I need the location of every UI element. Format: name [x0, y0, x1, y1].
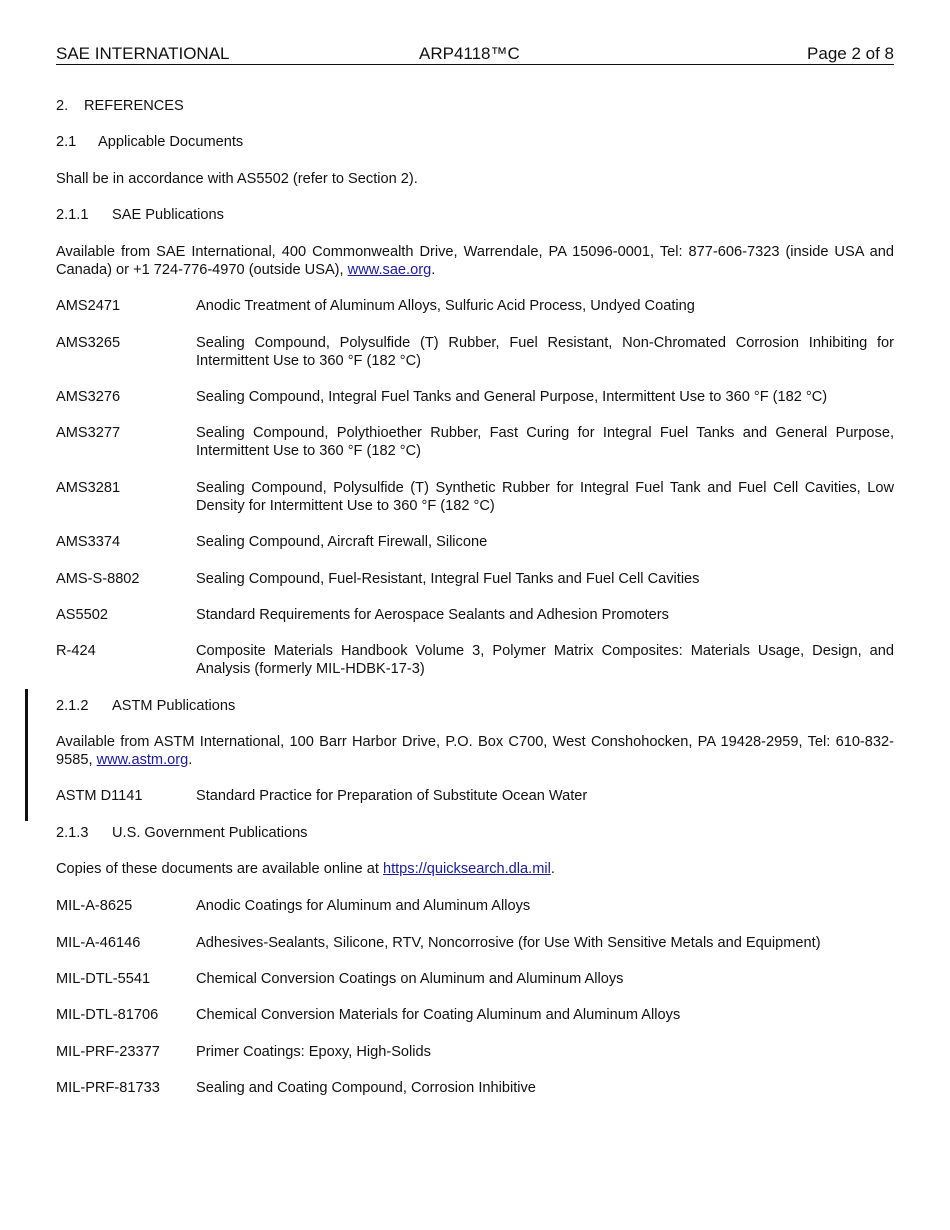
reference-entry	[56, 298, 894, 316]
reference-code: AMS3265	[56, 335, 121, 351]
section-number: 2.1.2	[56, 698, 89, 714]
reference-code: ASTM D1141	[56, 788, 143, 804]
section-number: 2.1	[56, 134, 77, 150]
reference-code: MIL-A-46146	[56, 935, 141, 951]
section-number: 2.1.3	[56, 825, 89, 841]
reference-code: AMS2471	[56, 298, 121, 314]
dla-quicksearch-link[interactable]: https://quicksearch.dla.mil	[382, 861, 551, 877]
section-2-heading	[56, 98, 894, 116]
section-2-1-paragraph: Shall be in accordance with AS5502 (refer to Section 2).	[56, 171, 418, 187]
reference-code: MIL-PRF-81733	[56, 1080, 160, 1096]
header-document-number: ARP4118™C	[419, 44, 520, 63]
reference-title: Sealing Compound, Polysulfide (T) Rubber, Fuel Resistant, Non-Chromated Corrosion Inhibiting for Intermittent Use to 360 °F (182 °C)	[196, 335, 894, 369]
reference-entry	[56, 534, 894, 552]
reference-title: Standard Requirements for Aerospace Sealants and Adhesion Promoters	[196, 607, 669, 623]
reference-title: Chemical Conversion Coatings on Aluminum and Aluminum Alloys	[196, 971, 624, 987]
reference-title: Sealing Compound, Polysulfide (T) Synthetic Rubber for Integral Fuel Tank and Fuel Cell Cavities, Low Density for Intermittent Use to 360 °F (182 °C)	[196, 480, 894, 514]
reference-code: AMS3281	[56, 480, 121, 496]
reference-title: Composite Materials Handbook Volume 3, Polymer Matrix Composites: Materials Usage, Design, and Analysis (formerly MIL-HDBK-17-3)	[196, 643, 894, 677]
reference-entry	[56, 389, 894, 407]
reference-entry	[56, 971, 894, 989]
reference-title: Sealing Compound, Polythioether Rubber, Fast Curing for Integral Fuel Tanks and General Purpose, Intermittent Use to 360 °F (182 °C)	[196, 425, 894, 459]
reference-title: Sealing and Coating Compound, Corrosion Inhibitive	[196, 1080, 536, 1096]
reference-title: Sealing Compound, Aircraft Firewall, Silicone	[196, 534, 488, 550]
reference-title: Sealing Compound, Fuel-Resistant, Integral Fuel Tanks and Fuel Cell Cavities	[196, 571, 700, 587]
section-title: REFERENCES	[84, 98, 184, 114]
reference-code: AMS-S-8802	[56, 571, 140, 587]
reference-title: Sealing Compound, Integral Fuel Tanks and General Purpose, Intermittent Use to 360 °F (182 °C)	[196, 389, 828, 405]
reference-code: MIL-DTL-81706	[56, 1007, 159, 1023]
page-header	[56, 44, 894, 65]
section-title: U.S. Government Publications	[112, 825, 308, 841]
section-title: SAE Publications	[112, 207, 224, 223]
reference-entry	[56, 643, 894, 678]
section-2-1-1-heading	[56, 207, 894, 225]
reference-entry	[56, 935, 894, 953]
reference-entry	[56, 335, 894, 370]
reference-entry	[56, 898, 894, 916]
reference-entry	[56, 788, 894, 806]
reference-code: MIL-DTL-5541	[56, 971, 151, 987]
reference-entry	[56, 607, 894, 625]
revision-change-bar	[25, 689, 28, 821]
section-2-1-2-heading	[56, 698, 894, 716]
reference-code: MIL-A-8625	[56, 898, 133, 914]
header-page-number: Page 2 of 8	[807, 44, 894, 63]
reference-title: Primer Coatings: Epoxy, High-Solids	[196, 1044, 431, 1060]
astm-website-link[interactable]: www.astm.org	[96, 751, 189, 768]
reference-entry	[56, 425, 894, 460]
section-2-1-3-heading	[56, 825, 894, 843]
section-title: Applicable Documents	[98, 134, 244, 150]
reference-title: Anodic Coatings for Aluminum and Aluminum Alloys	[196, 898, 531, 914]
header-organization: SAE INTERNATIONAL	[56, 44, 230, 63]
section-2-1-2-paragraph: Available from ASTM International, 100 Barr Harbor Drive, P.O. Box C700, West Conshohocken, PA 19428-2959, Tel: 610-832-9585, www.astm.org.	[56, 734, 894, 768]
astm-availability-text: Available from ASTM International, 100 Barr Harbor Drive, P.O. Box C700, West Conshohocken, PA 19428-2959, Tel: 610-832-9585,	[56, 734, 894, 768]
reference-entry	[56, 1044, 894, 1062]
reference-entry	[56, 1007, 894, 1025]
reference-code: R-424	[56, 643, 96, 659]
section-2-1-heading	[56, 134, 894, 152]
reference-code: AS5502	[56, 607, 108, 623]
reference-entry	[56, 480, 894, 515]
reference-title: Anodic Treatment of Aluminum Alloys, Sulfuric Acid Process, Undyed Coating	[196, 298, 695, 314]
section-number: 2.1.1	[56, 207, 89, 223]
reference-code: AMS3276	[56, 389, 121, 405]
reference-code: AMS3277	[56, 425, 121, 441]
reference-title: Standard Practice for Preparation of Substitute Ocean Water	[196, 788, 588, 804]
reference-entry	[56, 1080, 894, 1098]
gov-availability-text: Copies of these documents are available online at	[56, 861, 379, 877]
reference-code: MIL-PRF-23377	[56, 1044, 160, 1060]
section-2-1-3-paragraph: Copies of these documents are available online at https://quicksearch.dla.mil.	[56, 861, 555, 877]
reference-entry	[56, 571, 894, 589]
section-2-1-1-paragraph: Available from SAE International, 400 Commonwealth Drive, Warrendale, PA 15096-0001, Tel: 877-606-7323 (inside USA and Canada) or +1 724-776-4970 (outside USA), www.sae.org.	[56, 244, 894, 278]
reference-title: Adhesives-Sealants, Silicone, RTV, Noncorrosive (for Use With Sensitive Metals and Equipment)	[196, 935, 821, 951]
section-number: 2.	[56, 98, 69, 114]
reference-code: AMS3374	[56, 534, 121, 550]
sae-website-link[interactable]: www.sae.org	[347, 261, 432, 278]
sae-availability-text: Available from SAE International, 400 Commonwealth Drive, Warrendale, PA 15096-0001, Tel: 877-606-7323 (inside USA and Canada) or +1 724-776-4970 (outside USA),	[56, 244, 894, 278]
reference-title: Chemical Conversion Materials for Coating Aluminum and Aluminum Alloys	[196, 1007, 681, 1023]
section-title: ASTM Publications	[112, 698, 236, 714]
